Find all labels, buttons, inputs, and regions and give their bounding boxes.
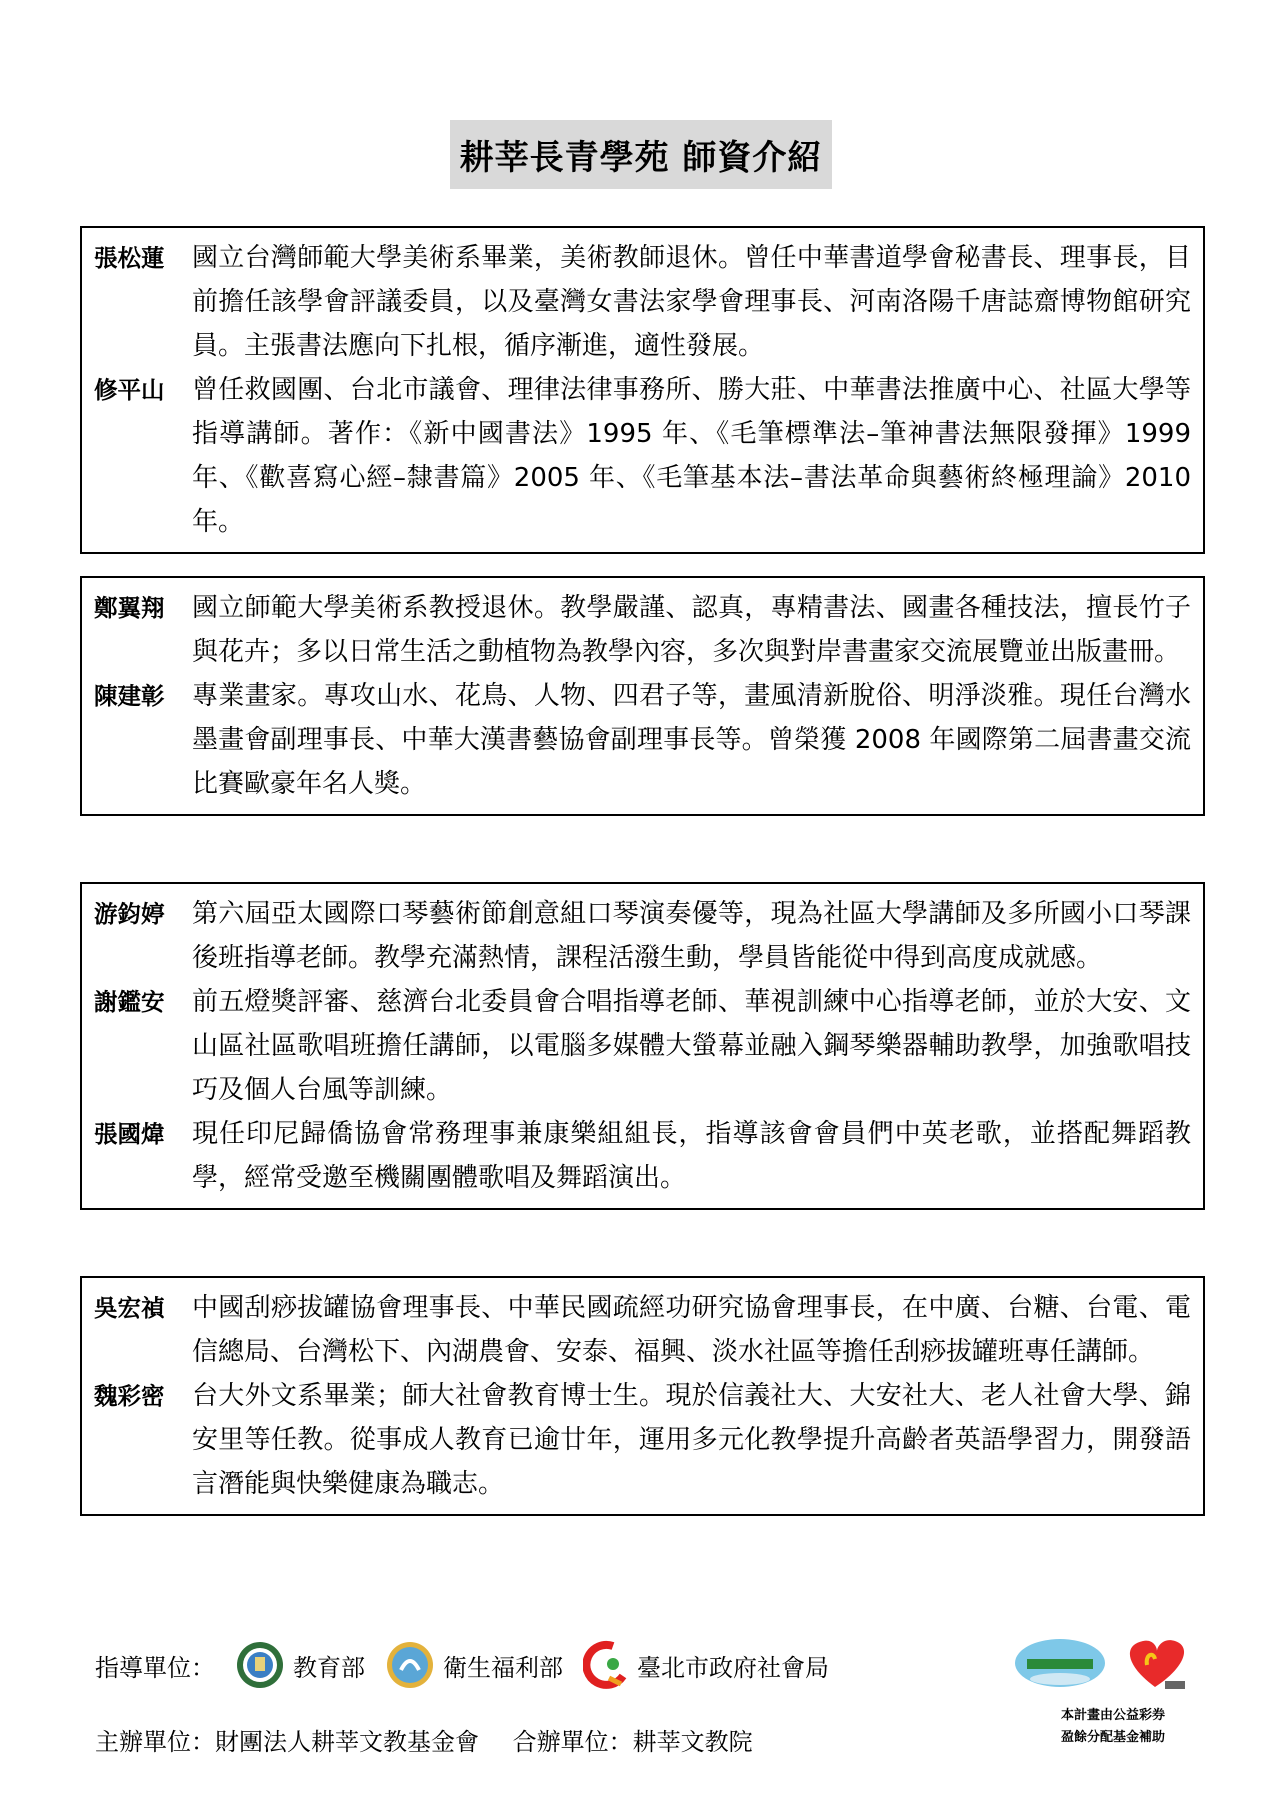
- taipei-social-logo-icon: [583, 1640, 629, 1690]
- org-social: [583, 1640, 829, 1690]
- organizer-text: 主辦單位：財團法人耕莘文教基金會: [95, 1728, 479, 1756]
- teacher-entry: [94, 368, 1191, 544]
- org-health: [385, 1640, 563, 1690]
- teacher-box-1: [80, 226, 1205, 554]
- lottery-line-2: 盈餘分配基金補助: [1060, 1730, 1165, 1745]
- teacher-desc: 國立台灣師範大學美術系畢業，美術教師退休。曾任中華書道學會秘書長、理事長，目前擔任該學會評議委員，以及臺灣女書法家學會理事長、河南洛陽千唐誌齋博物館研究員。主張書法應向下扎根，循序漸進，適性發展。: [192, 243, 1191, 361]
- teacher-name: 張國煒: [94, 1120, 165, 1148]
- teacher-desc: 國立師範大學美術系教授退休。教學嚴謹、認真，專精書法、國畫各種技法，擅長竹子與花卉；多以日常生活之動植物為教學內容，多次與對岸書畫家交流展覽並出版畫冊。: [192, 593, 1191, 667]
- teacher-entry: [94, 892, 1191, 980]
- teacher-name: 魏彩密: [94, 1382, 165, 1410]
- teacher-entry: [94, 236, 1191, 368]
- co-organizer-text: 合辦單位：耕莘文教院: [512, 1728, 753, 1756]
- organizer-row: [95, 1722, 779, 1757]
- teacher-entry: [94, 674, 1191, 806]
- org-education: [235, 1640, 365, 1690]
- teacher-name: 吳宏禎: [94, 1294, 165, 1322]
- guidance-row: [95, 1640, 829, 1690]
- teacher-desc: 中國刮痧拔罐協會理事長、中華民國疏經功研究協會理事長，在中廣、台糖、台電、電信總局、台灣松下、內湖農會、安泰、福興、淡水社區等擔任刮痧拔罐班專任講師。: [192, 1293, 1191, 1367]
- teacher-desc: 曾任救國團、台北市議會、理律法律事務所、勝大莊、中華書法推廣中心、社區大學等指導講師。著作：《新中國書法》1995 年、《毛筆標準法–筆神書法無限發揮》1999 年、《歡喜寫心經–隸書篇》2005 年、《毛筆基本法–書法革命與藝術終極理論》2010 年。: [192, 375, 1191, 537]
- teacher-desc: 專業畫家。專攻山水、花鳥、人物、四君子等，畫風清新脫俗、明淨淡雅。現任台灣水墨畫會副理事長、中華大漢書藝協會副理事長等。曾榮獲 2008 年國際第二屆書畫交流比賽歐豪年名人獎。: [192, 681, 1191, 799]
- teacher-name: 修平山: [94, 376, 165, 404]
- guidance-label: 指導單位：: [95, 1653, 215, 1682]
- teacher-name: 鄭翼翔: [94, 594, 165, 622]
- teacher-desc: 現任印尼歸僑協會常務理事兼康樂組組長，指導該會會員們中英老歌，並搭配舞蹈教學，經常受邀至機關團體歌唱及舞蹈演出。: [192, 1119, 1191, 1193]
- lottery-logos-icon: [1005, 1625, 1205, 1695]
- teacher-entry: [94, 1286, 1191, 1374]
- teacher-entry: [94, 1374, 1191, 1506]
- teacher-box-3: [80, 882, 1205, 1210]
- teacher-desc: 第六屆亞太國際口琴藝術節創意組口琴演奏優等，現為社區大學講師及多所國小口琴課後班指導老師。教學充滿熱情，課程活潑生動，學員皆能從中得到高度成就感。: [192, 899, 1191, 973]
- title-wrap: [0, 120, 1282, 189]
- ministry-education-logo-icon: [235, 1640, 285, 1690]
- teacher-entry: [94, 1112, 1191, 1200]
- ministry-health-logo-icon: [385, 1640, 435, 1690]
- teacher-entry: [94, 980, 1191, 1112]
- teacher-name: 陳建彰: [94, 682, 165, 710]
- org-social-label: 臺北市政府社會局: [637, 1653, 829, 1682]
- lottery-line-1: 本計畫由公益彩券: [1060, 1708, 1165, 1723]
- org-education-label: 教育部: [293, 1653, 365, 1682]
- page-title: 耕莘長青學苑 師資介紹: [450, 120, 833, 189]
- teacher-desc: 前五燈獎評審、慈濟台北委員會合唱指導老師、華視訓練中心指導老師，並於大安、文山區社區歌唱班擔任講師，以電腦多媒體大螢幕並融入鋼琴樂器輔助教學，加強歌唱技巧及個人台風等訓練。: [192, 987, 1191, 1105]
- teacher-name: 謝鑑安: [94, 988, 165, 1016]
- teacher-name: 張松蓮: [94, 244, 165, 272]
- teacher-entry: [94, 586, 1191, 674]
- teacher-box-2: [80, 576, 1205, 816]
- org-health-label: 衛生福利部: [443, 1653, 563, 1682]
- teacher-box-4: [80, 1276, 1205, 1516]
- lottery-note: [1018, 1705, 1208, 1749]
- teacher-desc: 台大外文系畢業；師大社會教育博士生。現於信義社大、大安社大、老人社會大學、錦安里等任教。從事成人教育已逾廿年，運用多元化教學提升高齡者英語學習力，開發語言潛能與快樂健康為職志。: [192, 1381, 1191, 1499]
- teacher-name: 游鈞婷: [94, 900, 165, 928]
